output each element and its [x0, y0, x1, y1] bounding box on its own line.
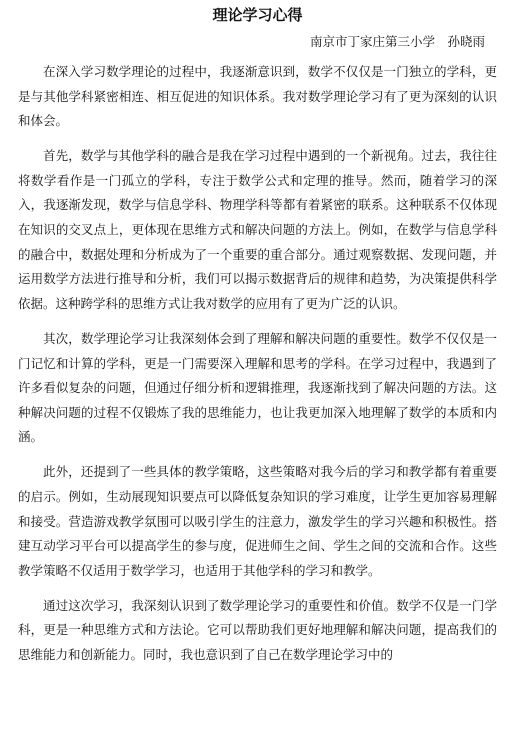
paragraph-conclusion: 通过这次学习，我深刻认识到了数学理论学习的重要性和价值。数学不仅是一门学科，更是一种思维方式和方法论。它可以帮助我们更好地理解和解决问题，提高我们的思维能力和创新能力。同时，我也意识到了自己在数学理论学习中的	[18, 597, 497, 663]
paragraph-intro: 在深入学习数学理论的过程中，我逐渐意识到，数学不仅仅是一门独立的学科，更是与其他学科紧密相连、相互促进的知识体系。我对数学理论学习有了更为深刻的认识和体会。	[18, 64, 497, 129]
paragraph-third: 此外，还提到了一些具体的教学策略，这些策略对我今后的学习和教学都有着重要的启示。例如，生动展现知识要点可以降低复杂知识的学习难度，让学生更加容易理解和接受。营造游戏教学氛围可以吸引学生的注意力，激发学生的学习兴趣和积极性。搭建互动学习平台可以提高学生的参与度，促进师生之间、学生之间的交流和合作。这些教学策略不仅适用于数学学习，也适用于其他学科的学习和教学。	[18, 464, 497, 578]
paragraph-second: 其次，数学理论学习让我深刻体会到了理解和解决问题的重要性。数学不仅仅是一门记忆和计算的学科，更是一门需要深入理解和思考的学科。在学习过程中，我遇到了许多看似复杂的问题，但通过仔细分析和逻辑推理，我逐渐找到了解决问题的方法。这种解决问题的过程不仅锻炼了我的思维能力，也让我更加深入地理解了数学的本质和内涵。	[18, 330, 497, 445]
document-title: 理论学习心得	[212, 6, 303, 24]
paragraph-first: 首先，数学与其他学科的融合是我在学习过程中遇到的一个新视角。过去，我往往将数学看作是一门孤立的学科，专注于数学公式和定理的推导。然而，随着学习的深入，我逐渐发现，数学与信息学科、物理学科等都有着紧密的联系。这种联系不仅体现在知识的交叉点上，更体现在思维方式和解决问题的方法上。例如，在数学与信息学科的融合中，数据处理和分析成为了一个重要的重合部分。通过观察数据、发现问题，并运用数学方法进行推导和分析，我们可以揭示数据背后的规律和趋势，为决策提供科学依据。这种跨学科的思维方式让我对数学的应用有了更为广泛的认识。	[18, 148, 497, 311]
author-line: 南京市丁家庄第三小学 孙晓雨	[309, 34, 485, 49]
document	[18, 6, 497, 678]
